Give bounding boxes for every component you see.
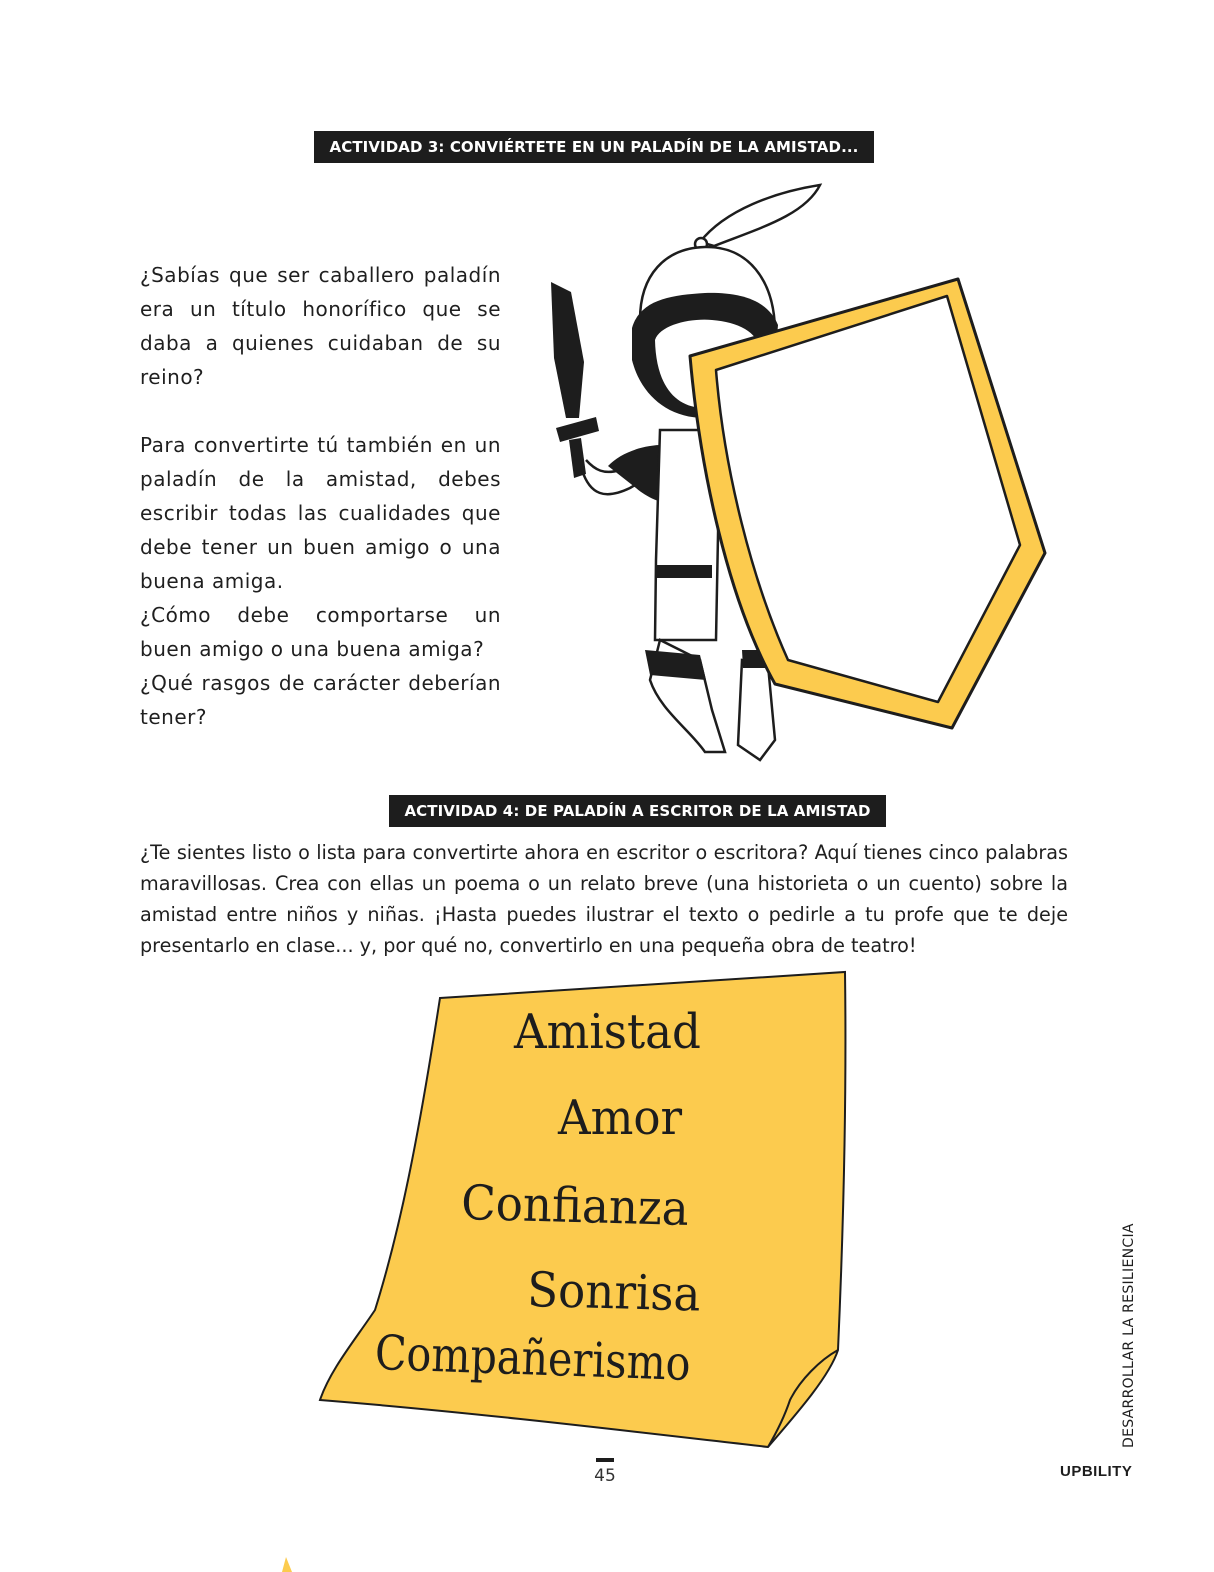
word-companerismo: Compañerismo — [374, 1325, 692, 1392]
page-number: 45 — [594, 1466, 616, 1486]
intro-paragraph-1: ¿Sabías que ser caballero paladín era un título honorífico que se daba a quienes cuidaban de su reino? — [140, 263, 501, 389]
activity-3-heading: ACTIVIDAD 3: CONVIÉRTETE EN UN PALADÍN DE LA AMISTAD... — [314, 131, 874, 163]
activity-3-text — [140, 258, 501, 734]
intro-paragraph-3: ¿Cómo debe comportarse un buen amigo o una buena amiga? — [140, 603, 501, 661]
intro-paragraph-2: Para convertirte tú también en un paladín de la amistad, debes escribir todas las cualidades que debe tener un buen amigo o una buena amiga. — [140, 433, 501, 593]
activity-4-text — [140, 837, 1068, 961]
page-number-dash — [596, 1458, 614, 1462]
activity-4-heading: ACTIVIDAD 4: DE PALADÍN A ESCRITOR DE LA AMISTAD — [389, 795, 886, 827]
word-sonrisa: Sonrisa — [526, 1262, 702, 1323]
activity-4-paragraph: ¿Te sientes listo o lista para convertirte ahora en escritor o escritora? Aquí tienes cinco palabras maravillosas. Crea con ellas un poema o un relato breve (una historieta o un cuento) sobre la amistad entre niños y niñas. ¡Hasta puedes ilustrar el texto o pedirle a tu profe que te deje presentarlo en clase... y, por qué no, convertirlo en una pequeña obra de teatro! — [140, 841, 1068, 957]
corner-decoration — [270, 1555, 310, 1572]
section-label: DESARROLLAR LA RESILIENCIA — [1121, 1223, 1137, 1448]
knight-illustration — [540, 180, 1060, 770]
intro-paragraph-4: ¿Qué rasgos de carácter deberían tener? — [140, 671, 501, 729]
word-amor: Amor — [558, 1090, 683, 1146]
word-amistad: Amistad — [514, 1004, 701, 1060]
word-confianza: Confianza — [460, 1175, 690, 1237]
brand-logo: UPBILITY — [1060, 1463, 1133, 1480]
